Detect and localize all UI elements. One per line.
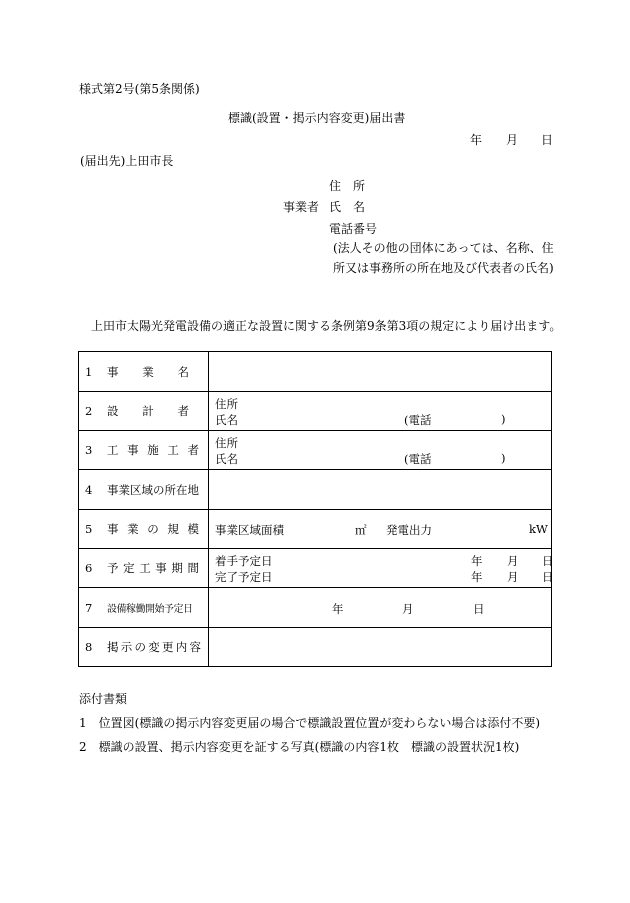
applicant-address-label: 住 所 [329, 179, 366, 193]
label-char: の [134, 640, 146, 654]
label-char: 内 [175, 640, 188, 654]
end-date-label: 完了予定日 [215, 570, 273, 584]
label-char: 規 [167, 522, 179, 536]
form-table [78, 351, 552, 667]
row-designer [79, 392, 552, 431]
row-operation-start [79, 588, 552, 628]
operation-start-field[interactable] [209, 588, 552, 628]
designer-field[interactable] [209, 392, 552, 431]
area-label: 事業区域面積 [215, 523, 284, 537]
contractor-phone-open: (電話 [404, 452, 432, 466]
row-num: 2 [85, 404, 93, 418]
designer-address-label: 住所 [215, 397, 238, 411]
designer-phone-open: (電話 [404, 413, 432, 427]
row-num: 5 [85, 522, 93, 536]
start-month: 月 [507, 554, 519, 568]
attachment-item-2: 2 標識の設置、掲示内容変更を証する写真(標識の内容1枚 標識の設置状況1枚) [79, 740, 520, 754]
label-char: 更 [162, 640, 174, 654]
operation-year: 年 [332, 602, 344, 616]
applicant-note-line2: 所又は事務所の所在地及び代表者の氏名) [333, 261, 554, 275]
applicant-phone-label: 電話番号 [329, 222, 378, 236]
label-char: 変 [148, 640, 160, 654]
label-char: 設 [107, 404, 119, 418]
label-char: 施 [147, 443, 159, 457]
label-char: 計 [142, 404, 154, 418]
date-day-label: 日 [541, 133, 554, 147]
label-char: 間 [187, 561, 199, 575]
form-number: 様式第2号(第5条関係) [79, 82, 200, 96]
change-content-field[interactable] [209, 628, 552, 667]
row-num: 6 [85, 561, 93, 575]
label-char: 名 [177, 364, 189, 379]
row-designer-label [79, 392, 209, 431]
label-char: 定 [123, 561, 135, 575]
recipient: (届出先)上田市長 [80, 154, 174, 168]
label-char: の [147, 522, 159, 536]
label-char: 工 [107, 443, 119, 457]
output-label: 発電出力 [386, 523, 432, 537]
row-scale [79, 510, 552, 549]
end-day: 日 [542, 570, 554, 584]
start-year: 年 [471, 554, 483, 568]
row-location [79, 470, 552, 510]
label-char: 事 [127, 443, 139, 457]
label-char: 工 [139, 561, 151, 575]
contractor-name-label: 氏名 [215, 452, 238, 466]
start-day: 日 [542, 554, 554, 568]
row-business-name-label [79, 352, 209, 392]
operation-day: 日 [473, 602, 485, 616]
label-char: 容 [189, 640, 201, 654]
attachments-title: 添付書類 [79, 692, 128, 706]
contractor-address-label: 住所 [215, 436, 238, 450]
row-scale-label [79, 510, 209, 549]
label-char: 事 [155, 561, 167, 575]
contractor-phone-close: ) [501, 451, 506, 465]
applicant-note-line1: (法人その他の団体にあっては、名称、住 [333, 241, 554, 255]
row-change-content-label [79, 628, 209, 667]
output-unit: kW [529, 522, 548, 536]
attachment-item-1: 1 位置図(標識の掲示内容変更届の場合で標識設置位置が変わらない場合は添付不要) [79, 716, 541, 730]
row-num: 7 [85, 600, 93, 615]
start-date-label: 着手予定日 [215, 554, 273, 568]
contractor-field[interactable] [209, 431, 552, 470]
label-char: 事 [107, 364, 119, 379]
location-label: 事業区域の所在地 [107, 482, 199, 497]
label-char: 予 [107, 561, 119, 575]
label-char: 業 [142, 364, 154, 379]
operation-start-label: 設備稼働開始予定日 [107, 604, 193, 615]
row-num: 3 [85, 443, 93, 457]
row-location-label [79, 470, 209, 510]
location-field[interactable] [209, 470, 552, 510]
statement: 上田市太陽光発電設備の適正な設置に関する条例第9条第3項の規定により届け出ます。 [91, 319, 562, 333]
row-num: 8 [85, 640, 93, 654]
row-period [79, 549, 552, 588]
business-name-field[interactable] [209, 352, 552, 392]
row-contractor-label [79, 431, 209, 470]
label-char: 事 [107, 522, 119, 536]
designer-name-label: 氏名 [215, 413, 238, 427]
row-num: 4 [85, 482, 93, 497]
label-char: 工 [167, 443, 179, 457]
row-period-label [79, 549, 209, 588]
label-char: 示 [120, 640, 133, 654]
period-field[interactable] [209, 549, 552, 588]
row-contractor [79, 431, 552, 470]
label-char: 模 [187, 522, 199, 536]
applicant-name-label: 氏 名 [329, 200, 366, 214]
scale-field[interactable] [209, 510, 552, 549]
operation-month: 月 [402, 602, 414, 616]
end-month: 月 [507, 570, 519, 584]
row-business-name [79, 352, 552, 392]
end-year: 年 [471, 570, 483, 584]
applicant-group-label: 事業者 [283, 200, 320, 214]
designer-phone-close: ) [501, 412, 506, 426]
date-year-label: 年 [470, 133, 483, 147]
row-num: 1 [85, 364, 93, 379]
document-title: 標識(設置・掲示内容変更)届出書 [228, 111, 406, 125]
label-char: 期 [171, 561, 183, 575]
label-char: 者 [177, 404, 189, 418]
row-operation-start-label [79, 588, 209, 628]
date-month-label: 月 [506, 133, 519, 147]
label-char: 業 [127, 522, 139, 536]
row-change-content [79, 628, 552, 667]
area-unit: ㎡ [355, 523, 367, 537]
label-char: 掲 [107, 640, 119, 654]
label-char: 者 [187, 443, 199, 457]
